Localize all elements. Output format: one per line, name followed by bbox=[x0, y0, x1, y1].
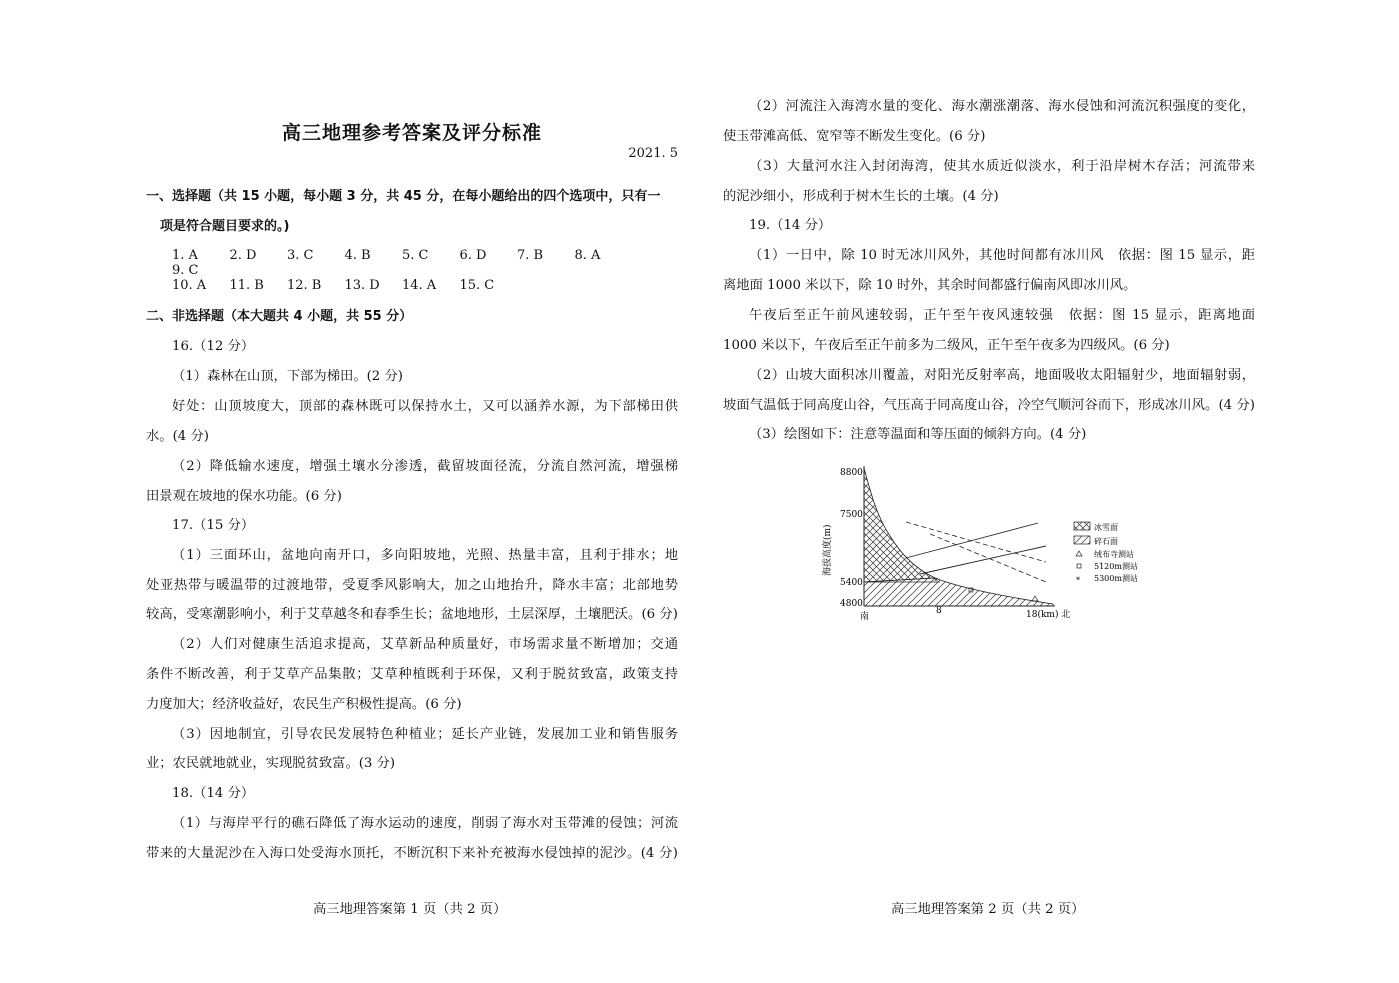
q16-answer-2-cont: 田景观在坡地的保水功能。(6 分) bbox=[146, 489, 342, 504]
q17-answer-1-cont: 处亚热带与暖温带的过渡地带，受夏季风影响大，加之山地抬升，降水丰富；北部地势 bbox=[146, 578, 678, 593]
q18-answer-1-cont: 带来的大量泥沙在入海口处受海水顶托，不断沉积下来补充被海水侵蚀掉的泥沙。(4 分) bbox=[146, 846, 678, 861]
section-1-heading: 一、选择题（共 15 小题，每小题 3 分，共 45 分，在每小题给出的四个选项中，只有一 bbox=[146, 189, 661, 204]
answer-item: 2. D bbox=[229, 248, 257, 263]
q19-answer-1: （1）一日中，除 10 时无冰川风外，其他时间都有冰川风 依据：图 15 显示，距 bbox=[749, 248, 1255, 263]
section-2-heading: 二、非选择题（本大题共 4 小题，共 55 分） bbox=[146, 309, 413, 324]
q19-heading: 19.（14 分） bbox=[749, 218, 832, 233]
isotherm-line bbox=[906, 522, 1046, 562]
answer-item: 9. C bbox=[172, 263, 199, 278]
answer-item: 12. B bbox=[287, 278, 322, 293]
q18-heading: 18.（14 分） bbox=[172, 786, 255, 801]
answer-item: 6. D bbox=[459, 248, 487, 263]
legend-label: 5120m测站 bbox=[1094, 562, 1138, 571]
q19-answer-1-second: 午夜后至正午前风速较弱，正午至午夜风速较强 依据：图 15 显示，距离地面 bbox=[749, 308, 1255, 323]
legend-symbol-star: * bbox=[1076, 576, 1080, 585]
q18-answer-2-cont: 使玉带滩高低、宽窄等不断发生变化。(6 分) bbox=[723, 129, 986, 144]
y-tick-label: 7500 bbox=[840, 510, 863, 520]
answer-row-2 bbox=[172, 278, 517, 293]
q19-answer-1-second-cont: 1000 米以下，午夜后至正午前多为二级风，正午至午夜多为四级风。(6 分) bbox=[723, 338, 1170, 353]
legend-label: 碎石面 bbox=[1094, 537, 1118, 546]
q17-answer-1: （1）三面环山，盆地向南开口，多向阳坡地，光照、热量丰富，且利于排水；地 bbox=[172, 548, 678, 563]
page-footer-1: 高三地理答案第 1 页（共 2 页） bbox=[313, 902, 507, 917]
legend-label: 5300m测站 bbox=[1094, 574, 1138, 583]
q17-answer-3-cont: 业；农民就地就业，实现脱贫致富。(3 分) bbox=[146, 756, 396, 771]
station-rongbuk-marker bbox=[1032, 596, 1038, 601]
document-title: 高三地理参考答案及评分标准 bbox=[281, 122, 542, 144]
answer-item: 14. A bbox=[402, 278, 437, 293]
isobar-line bbox=[920, 546, 1046, 574]
station-5300-marker: * bbox=[934, 577, 938, 586]
answer-item: 11. B bbox=[229, 278, 264, 293]
section-1-heading-cont: 项是符合题目要求的。) bbox=[160, 219, 290, 234]
answer-item: 5. C bbox=[402, 248, 429, 263]
q18-answer-2: （2）河流注入海湾水量的变化、海水潮涨潮落、海水侵蚀和河流沉积强度的变化， bbox=[749, 99, 1255, 114]
y-tick-label: 5400 bbox=[840, 578, 863, 588]
answer-item: 10. A bbox=[172, 278, 207, 293]
y-axis-label: 海拔高度(m) bbox=[823, 524, 833, 576]
glacier-wind-diagram bbox=[810, 458, 1138, 628]
x-tick-label: 南 bbox=[860, 612, 870, 622]
answer-item: 15. C bbox=[459, 278, 495, 293]
q16-heading: 16.（12 分） bbox=[172, 339, 255, 354]
answer-item: 13. D bbox=[344, 278, 380, 293]
q17-answer-2-cont: 条件不断改善，利于艾草产品集散；艾草种植既利于环保，又利于脱贫致富，政策支持 bbox=[146, 667, 678, 682]
y-tick-label: 8800 bbox=[840, 468, 863, 478]
q18-answer-3-cont: 的泥沙细小，形成利于树木生长的土壤。(4 分) bbox=[723, 189, 999, 204]
q19-answer-2: （2）山坡大面积冰川覆盖，对阳光反射率高，地面吸收太阳辐射少，地面辐射弱， bbox=[749, 368, 1255, 383]
snow-surface-area bbox=[864, 468, 935, 582]
x-tick-label: 8 bbox=[936, 606, 942, 616]
q17-answer-3: （3）因地制宜，引导农民发展特色种植业；延长产业链，发展加工业和销售服务 bbox=[172, 727, 678, 742]
legend-swatch-snow bbox=[1074, 522, 1090, 530]
q16-answer-2: （2）降低输水速度，增强土壤水分渗透，截留坡面径流，分流自然河流，增强梯 bbox=[172, 459, 678, 474]
document-date: 2021. 5 bbox=[628, 146, 678, 161]
q19-answer-1-cont: 离地面 1000 米以下，除 10 时外，其余时间都盛行偏南风即冰川风。 bbox=[723, 278, 1137, 293]
q17-answer-2-cont: 力度加大；经济收益好，农民生产积极性提高。(6 分) bbox=[146, 697, 462, 712]
q19-answer-2-cont: 坡面气温低于同高度山谷，气压高于同高度山谷，冷空气顺河谷而下，形成冰川风。(4 分) bbox=[723, 398, 1255, 413]
legend-swatch-gravel bbox=[1074, 536, 1090, 544]
q16-answer-1-detail: 好处：山顶坡度大，顶部的森林既可以保持水土，又可以涵养水源，为下部梯田供 bbox=[172, 399, 678, 414]
answer-row-1 bbox=[172, 248, 678, 278]
y-tick-label: 4800 bbox=[840, 599, 863, 609]
isobar-line bbox=[906, 523, 1038, 558]
legend-symbol-square bbox=[1077, 564, 1081, 568]
q17-heading: 17.（15 分） bbox=[172, 518, 255, 533]
q16-answer-1-detail-cont: 水。(4 分) bbox=[146, 429, 209, 444]
answer-item: 3. C bbox=[287, 248, 314, 263]
page-footer-2: 高三地理答案第 2 页（共 2 页） bbox=[891, 902, 1085, 917]
answer-item: 7. B bbox=[517, 248, 544, 263]
legend-label: 冰雪面 bbox=[1094, 523, 1118, 532]
answer-item: 4. B bbox=[344, 248, 371, 263]
legend bbox=[1074, 522, 1138, 585]
q18-answer-3: （3）大量河水注入封闭海湾，使其水质近似淡水，利于沿岸树木存活；河流带来 bbox=[749, 159, 1255, 174]
q17-answer-2: （2）人们对健康生活追求提高，艾草新品种质量好，市场需求量不断增加；交通 bbox=[172, 637, 678, 652]
answer-item: 8. A bbox=[574, 248, 601, 263]
answer-item: 1. A bbox=[172, 248, 198, 263]
legend-label: 绒布寺测站 bbox=[1094, 550, 1134, 559]
legend-symbol-triangle bbox=[1076, 551, 1082, 556]
q16-answer-1: （1）森林在山顶，下部为梯田。(2 分) bbox=[172, 369, 403, 384]
isotherm-line bbox=[930, 534, 1046, 582]
x-tick-label: 18(km) 北 bbox=[1026, 610, 1071, 620]
q18-answer-1: （1）与海岸平行的礁石降低了海水运动的速度，削弱了海水对玉带滩的侵蚀；河流 bbox=[172, 816, 678, 831]
q19-answer-3: （3）绘图如下：注意等温面和等压面的倾斜方向。(4 分) bbox=[749, 427, 1087, 442]
q17-answer-1-cont: 较高，受寒潮影响小，利于艾草越冬和春季生长；盆地地形，土层深厚，土壤肥沃。(6 分) bbox=[146, 607, 678, 622]
